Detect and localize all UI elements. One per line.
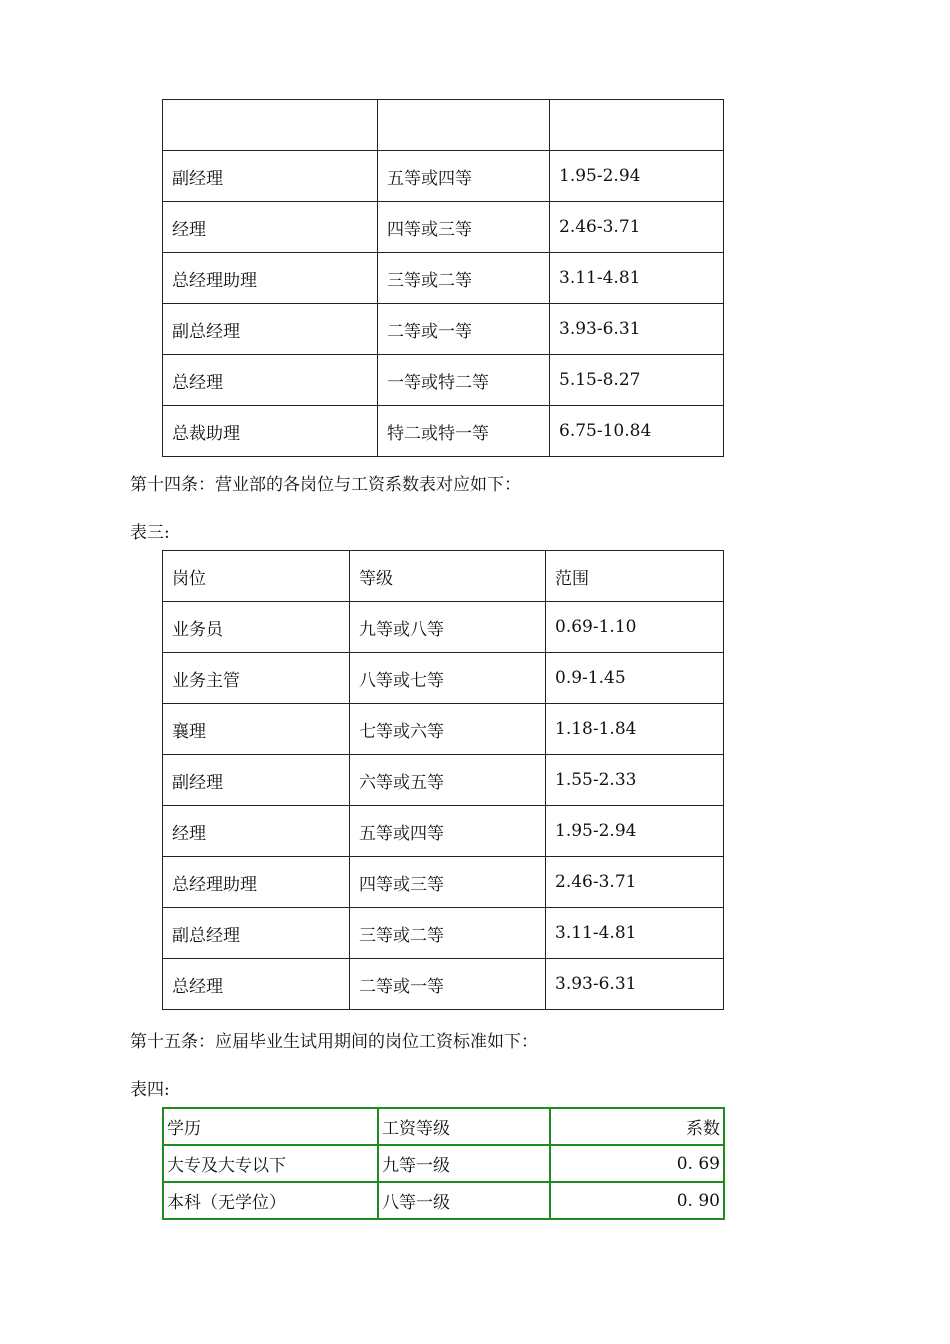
table-cell: 四等或三等 xyxy=(378,202,550,253)
table-row xyxy=(163,304,724,355)
table-cell: 二等或一等 xyxy=(350,959,546,1010)
table-cell: 九等一级 xyxy=(378,1145,550,1182)
table-cell: 1.95-2.94 xyxy=(550,151,724,202)
table-cell: 总经理 xyxy=(163,355,378,406)
article-15-text: 第十五条：应届毕业生试用期间的岗位工资标准如下： xyxy=(130,1032,538,1052)
column-header: 工资等级 xyxy=(378,1108,550,1145)
table-cell: 0.69-1.10 xyxy=(546,602,724,653)
table-cell: 襄理 xyxy=(163,704,350,755)
column-header: 范围 xyxy=(546,551,724,602)
table-cell xyxy=(550,100,724,151)
table-cell: 3.93-6.31 xyxy=(550,304,724,355)
table-cell: 3.11-4.81 xyxy=(546,908,724,959)
article-14-text: 第十四条：营业部的各岗位与工资系数表对应如下： xyxy=(130,475,521,495)
table-cell: 总经理助理 xyxy=(163,857,350,908)
table-cell: 3.11-4.81 xyxy=(550,253,724,304)
table-cell: 五等或四等 xyxy=(378,151,550,202)
sales-dept-salary-table xyxy=(162,550,724,1010)
table-row xyxy=(163,151,724,202)
table-cell: 五等或四等 xyxy=(350,806,546,857)
column-header: 系数 xyxy=(550,1108,724,1145)
table-cell: 0. 90 xyxy=(550,1182,724,1219)
table-cell: 3.93-6.31 xyxy=(546,959,724,1010)
table-cell: 业务主管 xyxy=(163,653,350,704)
table-cell: 经理 xyxy=(163,202,378,253)
table-cell: 九等或八等 xyxy=(350,602,546,653)
table-cell: 经理 xyxy=(163,806,350,857)
table-row xyxy=(163,908,724,959)
graduate-probation-salary-table xyxy=(162,1107,725,1220)
table-cell: 副总经理 xyxy=(163,304,378,355)
table-cell xyxy=(378,100,550,151)
table-row xyxy=(163,959,724,1010)
table-cell: 1.95-2.94 xyxy=(546,806,724,857)
table-cell: 1.55-2.33 xyxy=(546,755,724,806)
table-cell: 0.9-1.45 xyxy=(546,653,724,704)
table-header-row xyxy=(163,1108,724,1145)
table-cell: 六等或五等 xyxy=(350,755,546,806)
table-cell: 八等一级 xyxy=(378,1182,550,1219)
table-cell xyxy=(163,100,378,151)
table-cell: 2.46-3.71 xyxy=(550,202,724,253)
table-3-label: 表三: xyxy=(130,523,170,543)
table-row xyxy=(163,602,724,653)
table-header-row xyxy=(163,551,724,602)
table-cell: 八等或七等 xyxy=(350,653,546,704)
column-header: 学历 xyxy=(163,1108,378,1145)
table-row xyxy=(163,355,724,406)
table-cell: 一等或特二等 xyxy=(378,355,550,406)
table-row xyxy=(163,857,724,908)
table-cell: 总经理助理 xyxy=(163,253,378,304)
table-cell: 三等或二等 xyxy=(378,253,550,304)
table-row xyxy=(163,755,724,806)
table-cell: 副经理 xyxy=(163,151,378,202)
table-cell: 副总经理 xyxy=(163,908,350,959)
table-cell: 七等或六等 xyxy=(350,704,546,755)
table-row xyxy=(163,202,724,253)
table-row xyxy=(163,100,724,151)
table-row xyxy=(163,704,724,755)
table-cell: 大专及大专以下 xyxy=(163,1145,378,1182)
table-cell: 0. 69 xyxy=(550,1145,724,1182)
column-header: 岗位 xyxy=(163,551,350,602)
table-cell: 5.15-8.27 xyxy=(550,355,724,406)
table-row xyxy=(163,253,724,304)
table-cell: 总裁助理 xyxy=(163,406,378,457)
column-header: 等级 xyxy=(350,551,546,602)
table-cell: 副经理 xyxy=(163,755,350,806)
table-cell: 6.75-10.84 xyxy=(550,406,724,457)
table-cell: 2.46-3.71 xyxy=(546,857,724,908)
table-cell: 三等或二等 xyxy=(350,908,546,959)
salary-table-continued xyxy=(162,99,724,457)
table-row xyxy=(163,806,724,857)
table-row xyxy=(163,406,724,457)
table-cell: 本科（无学位） xyxy=(163,1182,378,1219)
table-cell: 特二或特一等 xyxy=(378,406,550,457)
table-cell: 1.18-1.84 xyxy=(546,704,724,755)
table-cell: 四等或三等 xyxy=(350,857,546,908)
table-cell: 总经理 xyxy=(163,959,350,1010)
table-cell: 业务员 xyxy=(163,602,350,653)
table-4-label: 表四: xyxy=(130,1080,170,1100)
table-row xyxy=(163,1182,724,1219)
table-cell: 二等或一等 xyxy=(378,304,550,355)
table-row xyxy=(163,653,724,704)
table-row xyxy=(163,1145,724,1182)
